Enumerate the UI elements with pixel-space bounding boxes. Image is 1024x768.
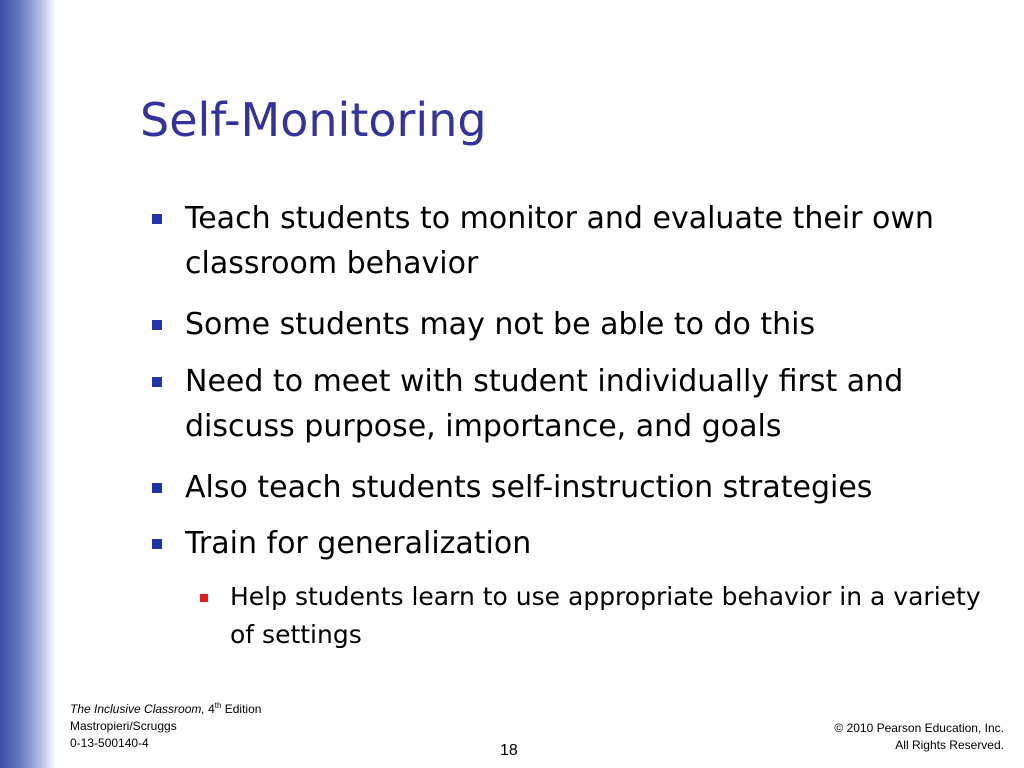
square-bullet-icon xyxy=(152,214,162,224)
bullet-item xyxy=(148,521,1008,566)
footer-authors: Mastropieri/Scruggs xyxy=(70,719,177,733)
edition-word: Edition xyxy=(221,702,262,716)
bullet-text: Some students may not be able to do this xyxy=(185,307,816,342)
page-number: 18 xyxy=(500,742,518,759)
bullet-item xyxy=(148,465,1008,510)
edition-number: 4 xyxy=(208,702,215,716)
bullet-text: Teach students to monitor and evaluate their own classroom behavior xyxy=(185,201,934,281)
bullet-item xyxy=(148,196,1008,286)
square-bullet-icon xyxy=(152,483,162,493)
square-bullet-icon xyxy=(152,320,162,330)
sub-bullet-item xyxy=(196,578,996,654)
footer-book-info xyxy=(70,697,261,752)
bullet-text: Train for generalization xyxy=(185,526,532,561)
square-bullet-icon xyxy=(152,377,162,387)
bullet-text: Need to meet with student individually first and discuss purpose, importance, and goals xyxy=(185,364,904,444)
edition-suffix: th xyxy=(214,701,222,710)
sub-bullet-text: Help students learn to use appropriate behavior in a variety of settings xyxy=(230,582,981,649)
bullet-item xyxy=(148,359,1008,449)
footer-copyright: © 2010 Pearson Education, Inc. xyxy=(834,721,1004,735)
footer-edition-line xyxy=(70,697,261,718)
slide-title: Self-Monitoring xyxy=(140,93,487,147)
book-title: The Inclusive Classroom, xyxy=(70,702,205,716)
square-sub-bullet-icon xyxy=(200,594,208,602)
side-gradient-bar xyxy=(0,0,56,768)
bullet-item xyxy=(148,302,1008,347)
bullet-text: Also teach students self-instruction strategies xyxy=(185,470,873,505)
footer-rights: All Rights Reserved. xyxy=(895,738,1004,752)
footer-isbn: 0-13-500140-4 xyxy=(70,736,149,750)
footer-copyright-block xyxy=(834,720,1004,754)
square-bullet-icon xyxy=(152,539,162,549)
